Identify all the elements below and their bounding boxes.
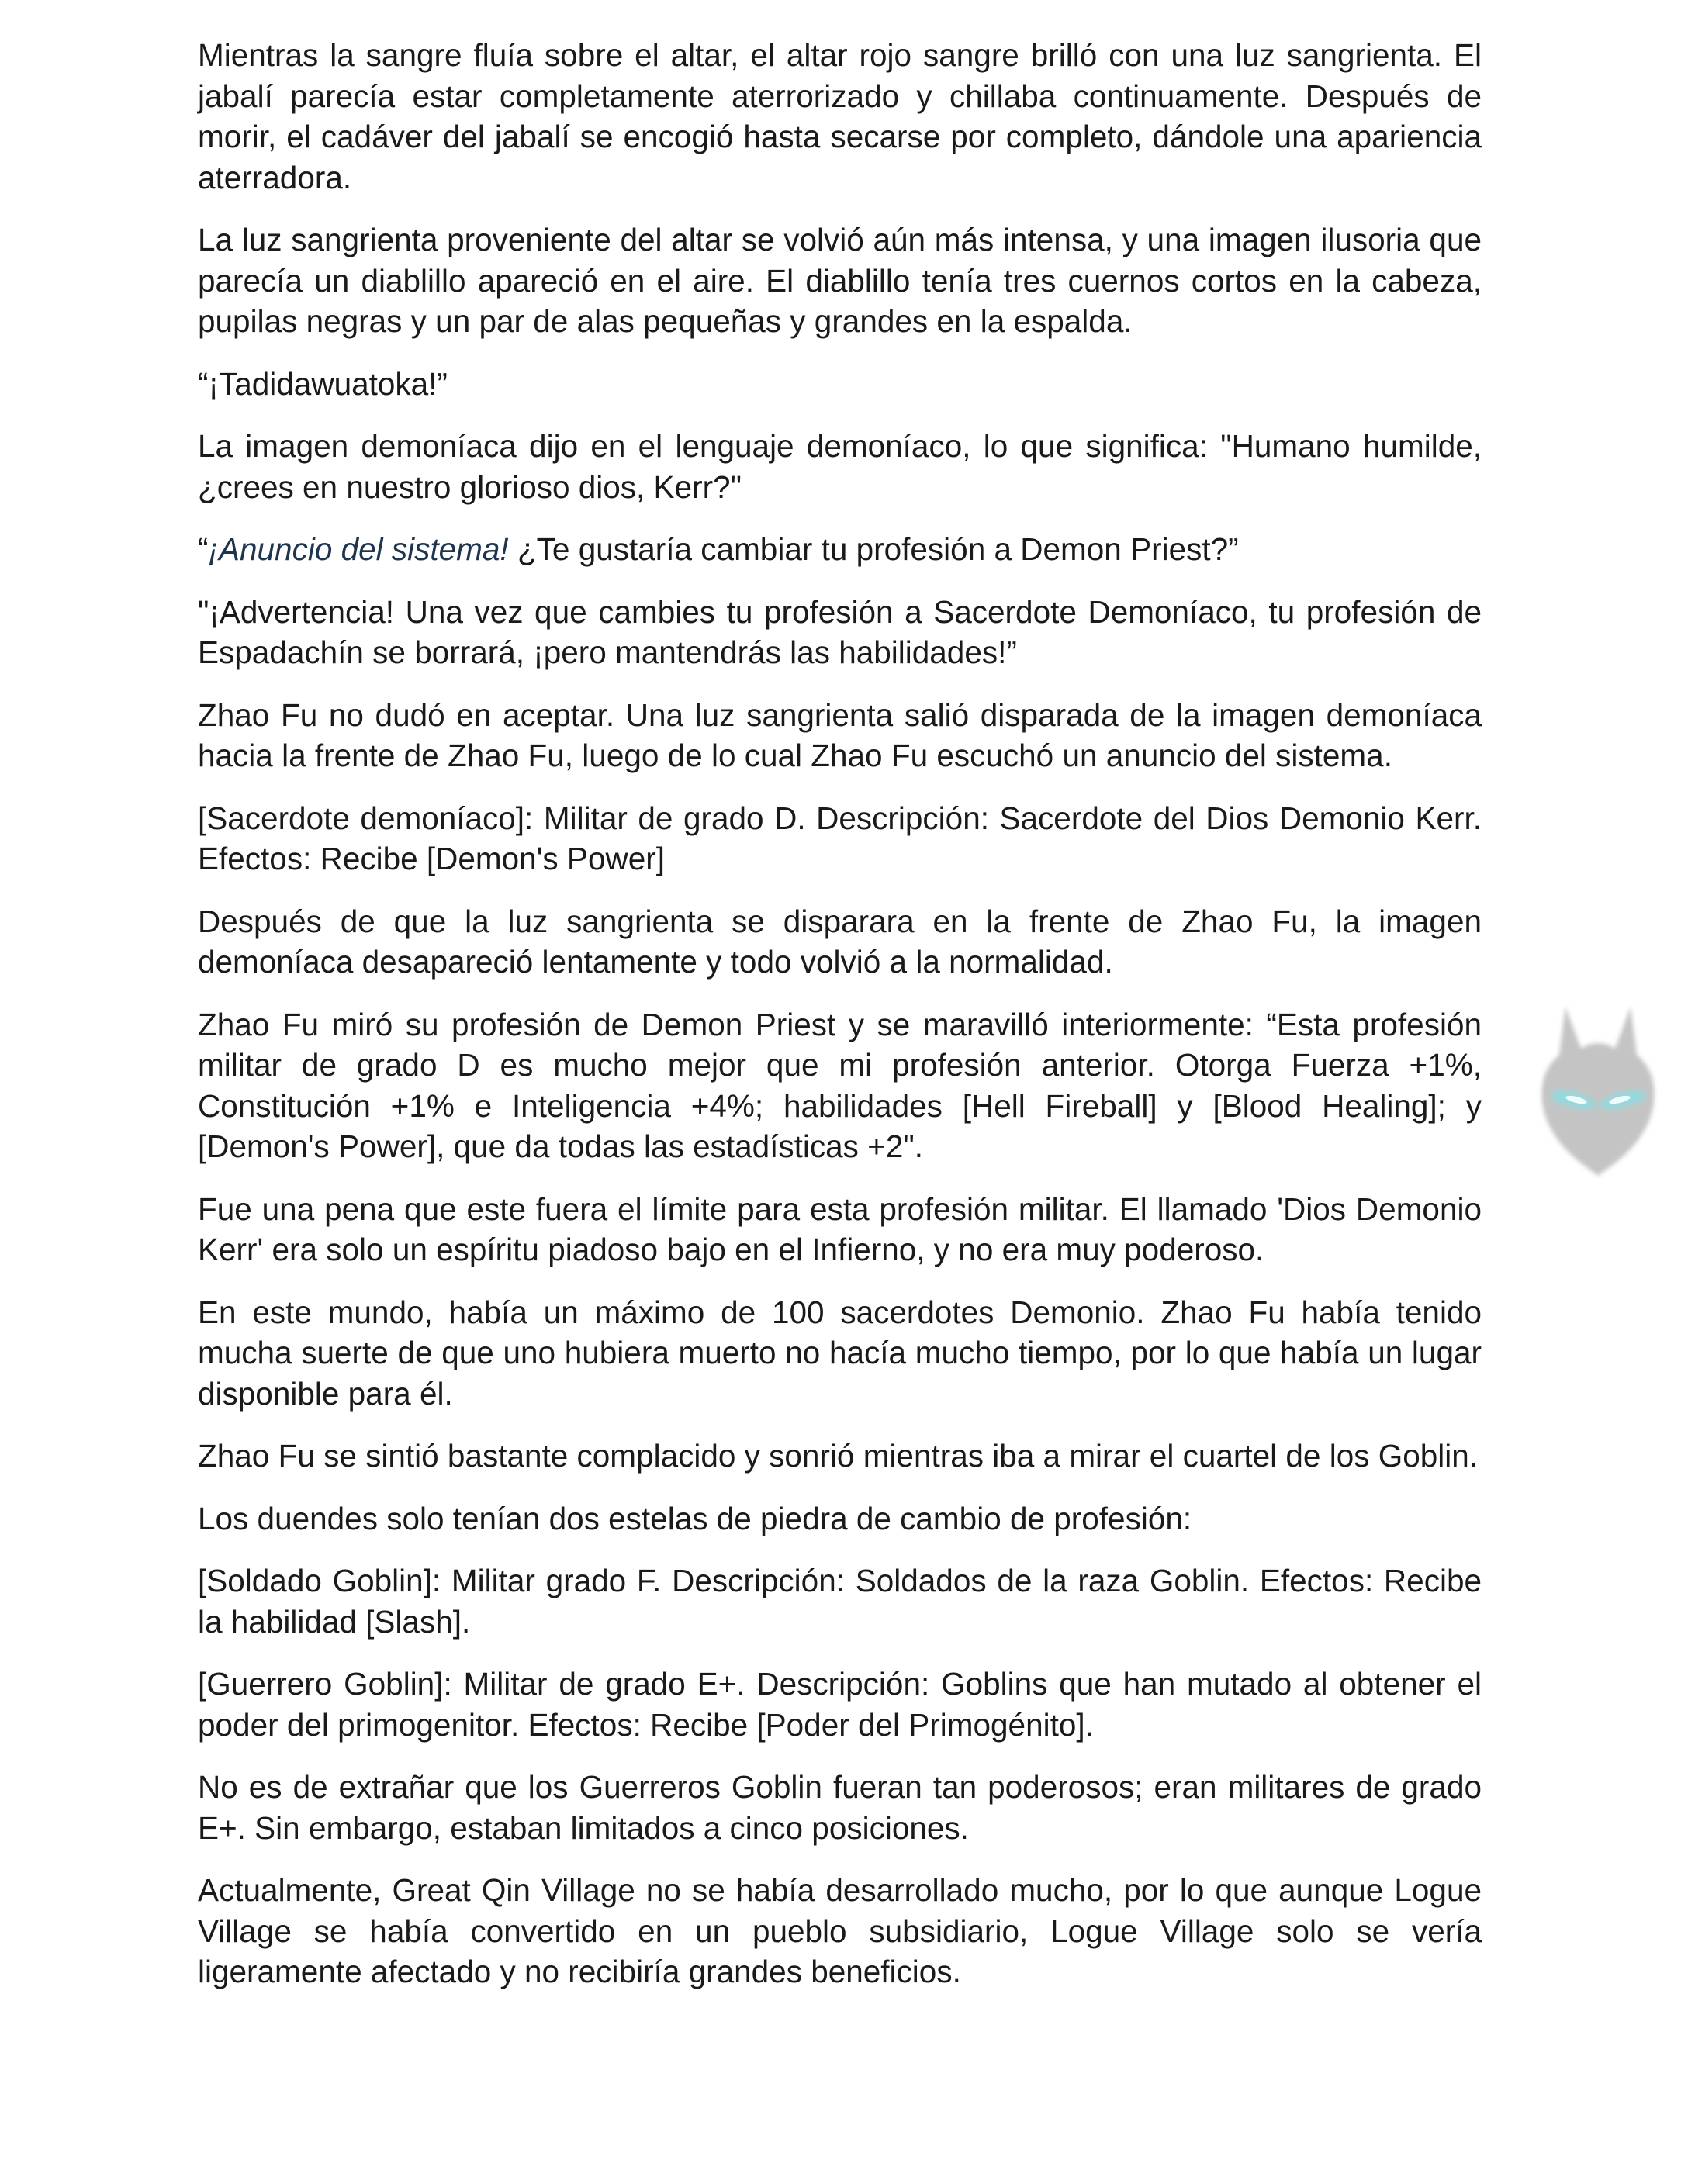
paragraph: Fue una pena que este fuera el límite para esta profesión militar. El llamado 'Dios Demonio Kerr' era solo un espíritu piadoso bajo en el Infierno, y no era muy poderoso. <box>198 1190 1482 1267</box>
paragraph: Después de que la luz sangrienta se disparara en la frente de Zhao Fu, la imagen demoníaca desapareció lentamente y todo volvió a la normalidad. <box>198 903 1482 980</box>
system-announcement-label: ¡Anuncio del sistema! <box>208 531 509 567</box>
paragraph: Zhao Fu no dudó en aceptar. Una luz sangrienta salió disparada de la imagen demoníaca hacia la frente de Zhao Fu, luego de lo cual Zhao Fu escuchó un anuncio del sistema. <box>198 696 1482 773</box>
paragraph: [Soldado Goblin]: Militar grado F. Descripción: Soldados de la raza Goblin. Efectos: Recibe la habilidad [Slash]. <box>198 1563 1482 1640</box>
paragraph: Zhao Fu miró su profesión de Demon Priest y se maravilló interiormente: “Esta profesión militar de grado D es mucho mejor que mi profesión anterior. Otorga Fuerza +1%, Constitución +1% e Inteligencia +4%; habilidades [Hell Fireball] y [Blood Healing]; y [Demon's Power], que da todas las estadísticas +2". <box>198 1006 1482 1164</box>
paragraph: "¡Advertencia! Una vez que cambies tu profesión a Sacerdote Demoníaco, tu profesión de Espadachín se borrará, ¡pero mantendrás las habilidades!” <box>198 593 1482 670</box>
system-announcement-paragraph <box>198 529 1482 570</box>
paragraph: No es de extrañar que los Guerreros Goblin fueran tan poderosos; eran militares de grado E+. Sin embargo, estaban limitados a cinco posiciones. <box>198 1769 1482 1846</box>
paragraph: “¡Tadidawuatoka!” <box>198 365 448 402</box>
paragraph: Mientras la sangre fluía sobre el altar, el altar rojo sangre brilló con una luz sangrienta. El jabalí parecía estar completamente aterrorizado y chillaba continuamente. Después de morir, el cadáver del jabalí se encogió hasta secarse por completo, dándole una apariencia aterradora. <box>198 37 1482 195</box>
paragraph: [Guerrero Goblin]: Militar de grado E+. Descripción: Goblins que han mutado al obtener el poder del primogenitor. Efectos: Recibe [Poder del Primogénito]. <box>198 1666 1482 1743</box>
paragraph: Zhao Fu se sintió bastante complacido y sonrió mientras iba a mirar el cuartel de los Goblin. <box>198 1438 1479 1474</box>
demon-head-icon <box>1520 1000 1676 1179</box>
paragraph: En este mundo, había un máximo de 100 sacerdotes Demonio. Zhao Fu había tenido mucha suerte de que uno hubiera muerto no hacía mucho tiempo, por lo que había un lugar disponible para él. <box>198 1294 1482 1412</box>
open-quote: “ <box>198 531 209 567</box>
paragraph: La imagen demoníaca dijo en el lenguaje demoníaco, lo que significa: "Humano humilde, ¿crees en nuestro glorioso dios, Kerr?" <box>198 428 1482 505</box>
paragraph: Actualmente, Great Qin Village no se había desarrollado mucho, por lo que aunque Logue Village se había convertido en un pueblo subsidiario, Logue Village solo se vería ligeramente afectado y no recibiría grandes beneficios. <box>198 1872 1482 1989</box>
paragraph: [Sacerdote demoníaco]: Militar de grado D. Descripción: Sacerdote del Dios Demonio Kerr. Efectos: Recibe [Demon's Power] <box>198 800 1482 876</box>
system-announcement-text: ¿Te gustaría cambiar tu profesión a Demon Priest?” <box>508 531 1239 567</box>
paragraph: La luz sangrienta proveniente del altar se volvió aún más intensa, y una imagen ilusoria que parecía un diablillo apareció en el aire. El diablillo tenía tres cuernos cortos en la cabeza, pupilas negras y un par de alas pequeñas y grandes en la espalda. <box>198 222 1482 339</box>
paragraph: Los duendes solo tenían dos estelas de piedra de cambio de profesión: <box>198 1500 1192 1536</box>
page-body <box>198 35 1482 2014</box>
